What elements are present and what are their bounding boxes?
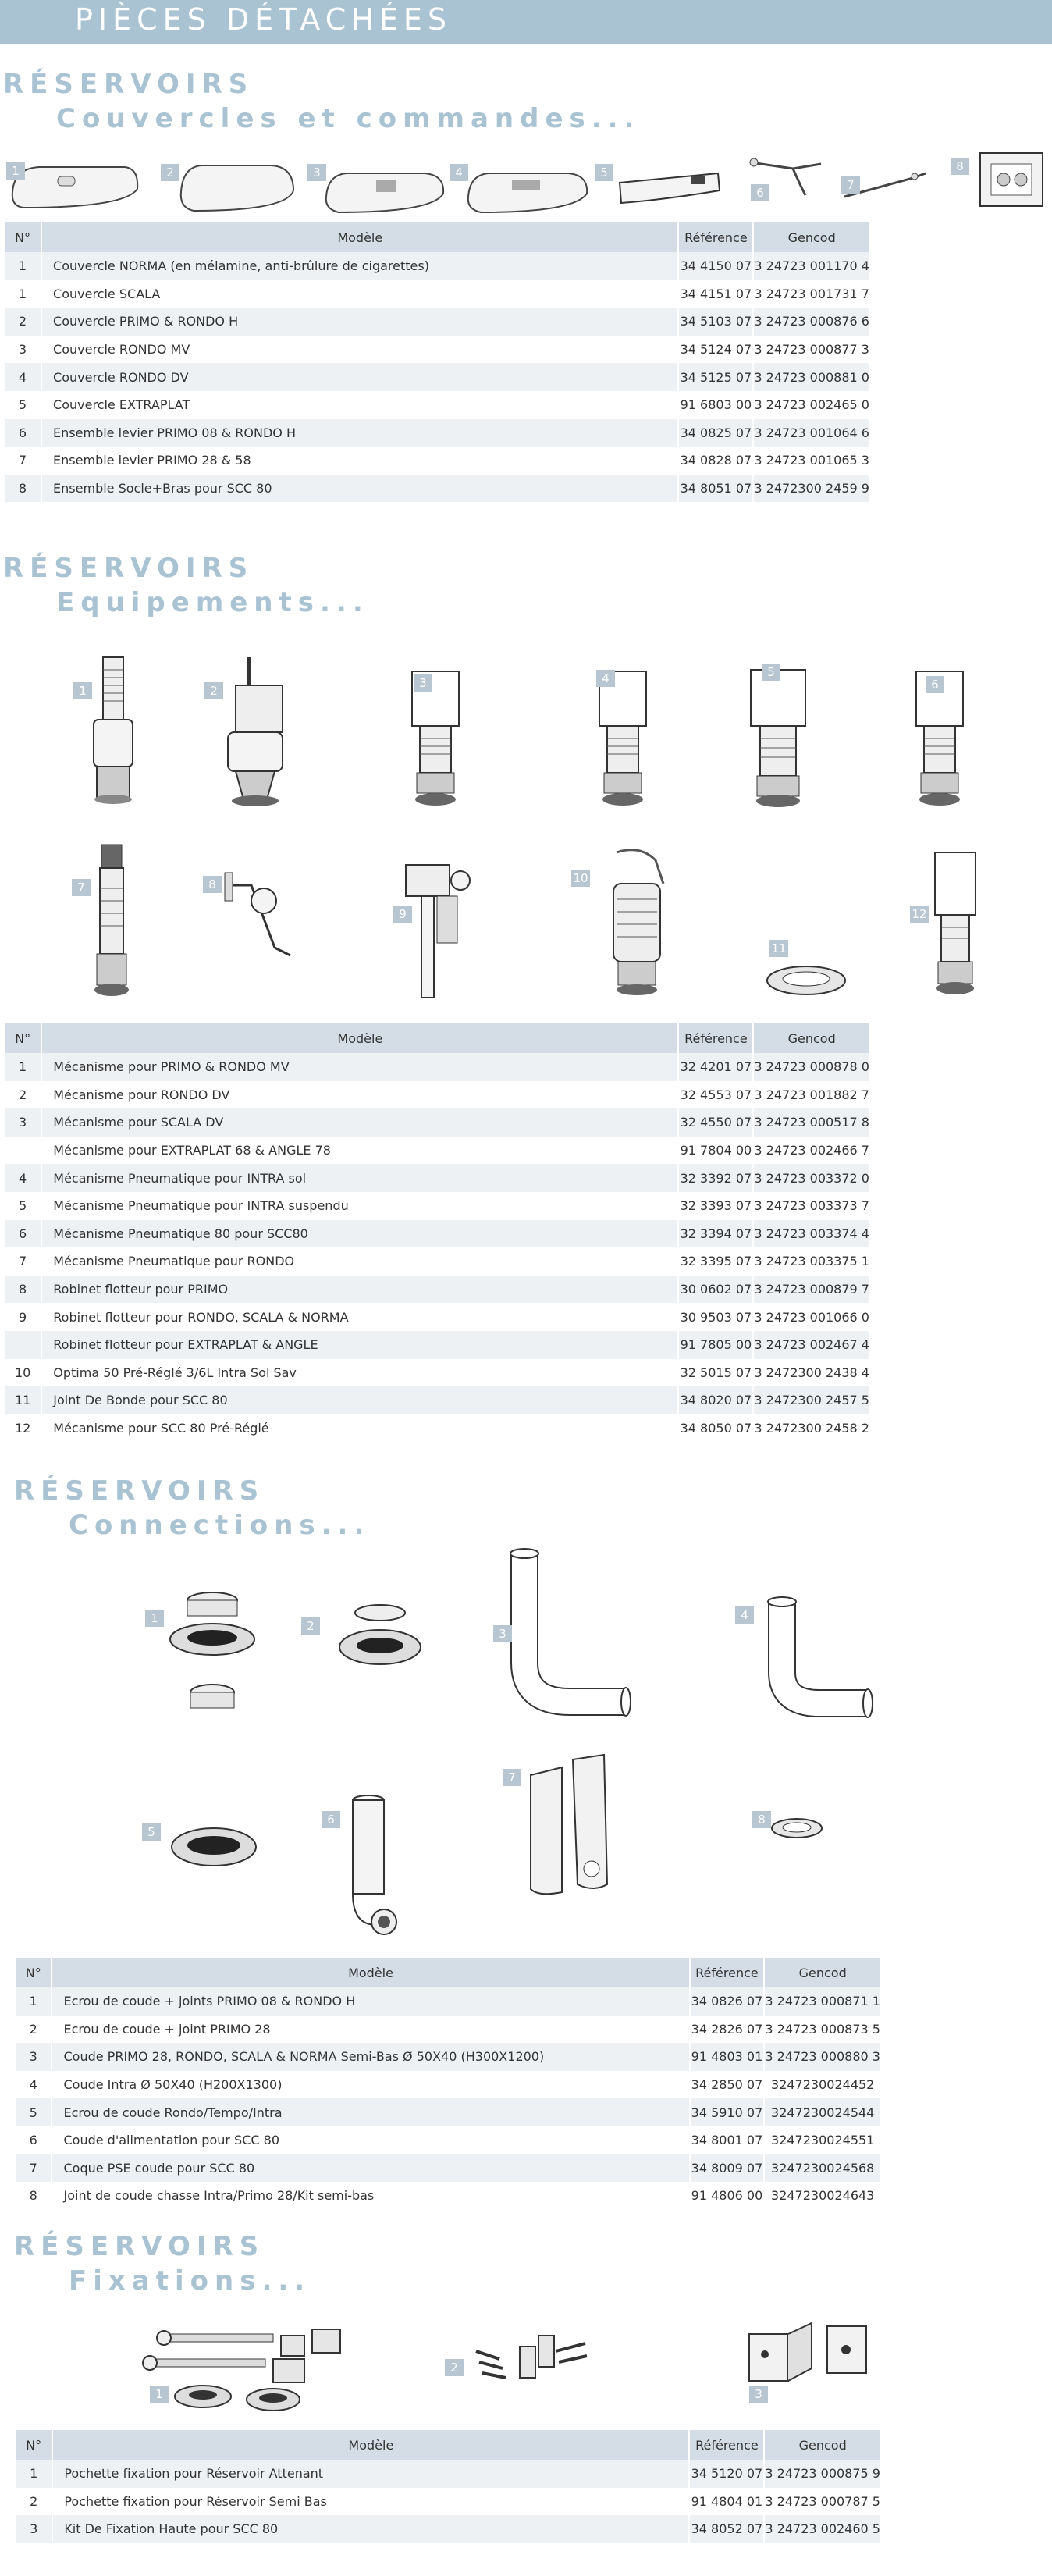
table-row bbox=[5, 475, 869, 503]
row-model: Mécanisme pour PRIMO & RONDO MV bbox=[41, 1053, 678, 1081]
row-model: Couvercle SCALA bbox=[41, 280, 678, 308]
row-gencod: 3 24723 003374 4 bbox=[753, 1220, 869, 1248]
row-reference: 32 3392 07 bbox=[678, 1164, 753, 1192]
row-number: 10 bbox=[5, 1359, 41, 1387]
badge: 5 bbox=[762, 664, 780, 681]
mechanism-scc80-image bbox=[924, 848, 986, 1004]
row-gencod: 3 24723 003372 0 bbox=[753, 1164, 869, 1192]
row-number: 1 bbox=[16, 2460, 52, 2488]
section-title: RÉSERVOIRS bbox=[3, 69, 254, 100]
column-header-model: Modèle bbox=[52, 2430, 689, 2460]
parts-table-equipements bbox=[5, 1023, 869, 1442]
row-number: 4 bbox=[5, 363, 41, 391]
badge: 5 bbox=[142, 1823, 161, 1841]
column-header-no: N° bbox=[5, 1023, 41, 1053]
row-model: Mécanisme pour EXTRAPLAT 68 & ANGLE 78 bbox=[41, 1137, 678, 1165]
illustrations-equipements bbox=[0, 648, 1052, 1015]
row-reference: 91 7804 00 bbox=[678, 1137, 753, 1165]
parts-table-connections bbox=[16, 1958, 880, 2210]
elbow-nut-joints-image bbox=[165, 1588, 259, 1720]
fixation-haute-scc80-image bbox=[741, 2311, 874, 2389]
table-body bbox=[16, 1987, 880, 2210]
row-reference: 32 3393 07 bbox=[678, 1192, 753, 1220]
row-model: Ecrou de coude Rondo/Tempo/Intra bbox=[52, 2098, 689, 2126]
table-row bbox=[16, 2182, 880, 2210]
row-model: Ensemble levier PRIMO 08 & RONDO H bbox=[41, 419, 678, 447]
supply-elbow-scc80-image bbox=[345, 1792, 400, 1941]
row-reference: 34 8052 07 bbox=[689, 2515, 764, 2543]
row-gencod: 3 24723 000877 3 bbox=[753, 336, 869, 364]
table-row bbox=[5, 1192, 869, 1220]
badge: 2 bbox=[301, 1617, 320, 1635]
pneumatic-intra-sol-image bbox=[584, 668, 662, 817]
table-row bbox=[16, 2460, 880, 2488]
table-row bbox=[5, 447, 869, 475]
row-reference: 34 8009 07 bbox=[690, 2154, 765, 2183]
column-header-reference: Référence bbox=[690, 1958, 765, 1987]
row-gencod: 3 24723 000880 3 bbox=[764, 2043, 880, 2071]
row-model: Couvercle RONDO MV bbox=[41, 336, 678, 364]
elbow-nut-primo28-image bbox=[337, 1600, 423, 1678]
section-title: RÉSERVOIRS bbox=[3, 553, 254, 584]
table-row bbox=[16, 2098, 880, 2126]
row-model: Coude Intra Ø 50X40 (H200X1300) bbox=[52, 2071, 689, 2099]
row-gencod: 3247230024643 bbox=[764, 2182, 880, 2210]
row-gencod: 3 2472300 2458 2 bbox=[753, 1414, 869, 1443]
table-row bbox=[5, 1220, 869, 1248]
row-number: 1 bbox=[5, 1053, 41, 1081]
column-header-reference: Référence bbox=[678, 222, 753, 252]
float-valve-rondo-image bbox=[390, 849, 476, 1005]
badge: 2 bbox=[204, 682, 223, 699]
badge: 4 bbox=[735, 1606, 754, 1624]
row-number: 4 bbox=[5, 1164, 41, 1192]
column-header-gencod: Gencod bbox=[753, 222, 869, 252]
badge: 8 bbox=[752, 1811, 771, 1828]
row-gencod: 3 24723 001066 0 bbox=[753, 1303, 869, 1331]
row-reference: 32 5015 07 bbox=[678, 1359, 753, 1387]
row-model: Mécanisme Pneumatique pour RONDO bbox=[41, 1247, 678, 1276]
column-header-gencod: Gencod bbox=[753, 1023, 869, 1053]
row-model: Robinet flotteur pour RONDO, SCALA & NORMA bbox=[41, 1303, 678, 1331]
row-number: 4 bbox=[16, 2071, 52, 2099]
row-model: Mécanisme Pneumatique 80 pour SCC80 bbox=[41, 1220, 678, 1248]
table-row bbox=[5, 419, 869, 447]
row-number: 3 bbox=[16, 2515, 52, 2543]
elbow-pipe-intra-image bbox=[765, 1594, 882, 1727]
row-number: 2 bbox=[16, 2016, 52, 2044]
fixation-attenant-image bbox=[140, 2318, 351, 2412]
badge: 4 bbox=[450, 164, 468, 181]
row-gencod: 3247230024452 bbox=[764, 2071, 880, 2099]
row-gencod: 3 24723 002465 0 bbox=[753, 391, 869, 419]
row-model: Mécanisme Pneumatique pour INTRA suspendu bbox=[41, 1192, 678, 1220]
elbow-joint-image bbox=[769, 1814, 824, 1842]
row-number bbox=[5, 1137, 41, 1165]
row-model: Mécanisme Pneumatique pour INTRA sol bbox=[41, 1164, 678, 1192]
section-subtitle: Equipements... bbox=[56, 587, 369, 618]
badge: 3 bbox=[307, 164, 326, 181]
row-number: 2 bbox=[5, 1081, 41, 1109]
row-number: 5 bbox=[16, 2098, 52, 2126]
badge: 6 bbox=[926, 676, 944, 693]
table-row bbox=[5, 1137, 869, 1165]
row-gencod: 3 24723 000876 6 bbox=[753, 308, 869, 336]
row-reference: 30 0602 07 bbox=[678, 1276, 753, 1304]
row-gencod: 3 24723 001882 7 bbox=[753, 1081, 869, 1109]
table-row bbox=[5, 1081, 869, 1109]
column-header-model: Modèle bbox=[41, 222, 678, 252]
row-number: 8 bbox=[16, 2182, 52, 2210]
badge: 7 bbox=[841, 176, 860, 194]
badge: 4 bbox=[596, 670, 615, 687]
row-reference: 32 4553 07 bbox=[678, 1081, 753, 1109]
section-subtitle: Connections... bbox=[69, 1510, 371, 1541]
row-gencod: 3 24723 001065 3 bbox=[753, 447, 869, 475]
column-header-no: N° bbox=[16, 1958, 52, 1987]
row-reference: 34 4151 07 bbox=[678, 280, 753, 308]
row-gencod: 3 2472300 2457 5 bbox=[753, 1386, 869, 1414]
row-reference: 30 9503 07 bbox=[678, 1303, 753, 1331]
row-model: Coque PSE coude pour SCC 80 bbox=[52, 2154, 689, 2183]
table-row bbox=[16, 1987, 880, 2016]
row-number: 6 bbox=[5, 1220, 41, 1248]
table-row bbox=[16, 2488, 880, 2516]
float-valve-primo-image bbox=[220, 870, 298, 963]
row-reference: 34 5124 07 bbox=[678, 336, 753, 364]
row-model: Coude d'alimentation pour SCC 80 bbox=[52, 2126, 689, 2154]
table-row bbox=[16, 2043, 880, 2071]
column-header-gencod: Gencod bbox=[764, 1958, 880, 1987]
table-row bbox=[5, 280, 869, 308]
section-subtitle: Fixations... bbox=[69, 2265, 311, 2297]
page-header bbox=[0, 0, 1052, 44]
table-row bbox=[5, 1386, 869, 1414]
elbow-pipe-primo28-image bbox=[507, 1546, 640, 1725]
illustrations-connections bbox=[0, 1546, 1052, 1952]
bonde-joint-image bbox=[763, 960, 849, 999]
table-row bbox=[5, 1108, 869, 1137]
row-reference: 34 0828 07 bbox=[678, 447, 753, 475]
mechanism-rondo-dv-image bbox=[212, 654, 298, 810]
row-number: 9 bbox=[5, 1303, 41, 1331]
table-row bbox=[5, 1303, 869, 1331]
row-model: Ecrou de coude + joints PRIMO 08 & RONDO H bbox=[52, 1987, 689, 2016]
row-reference: 34 2826 07 bbox=[690, 2016, 765, 2044]
row-model: Kit De Fixation Haute pour SCC 80 bbox=[52, 2515, 689, 2543]
badge: 9 bbox=[393, 906, 412, 923]
badge: 3 bbox=[749, 2386, 768, 2403]
table-row bbox=[5, 308, 869, 336]
row-number: 8 bbox=[5, 475, 41, 503]
row-gencod: 3 24723 001064 6 bbox=[753, 419, 869, 447]
column-header-no: N° bbox=[5, 222, 41, 252]
row-model: Robinet flotteur pour PRIMO bbox=[41, 1276, 678, 1304]
table-body bbox=[16, 2460, 880, 2543]
row-number: 5 bbox=[5, 391, 41, 419]
badge: 7 bbox=[72, 879, 91, 896]
illustrations-fixations bbox=[0, 2311, 1052, 2420]
row-gencod: 3 24723 000517 8 bbox=[753, 1108, 869, 1137]
table-header-row bbox=[5, 222, 869, 252]
badge: 1 bbox=[73, 682, 92, 699]
cover-primo-image bbox=[178, 159, 297, 214]
table-row bbox=[5, 1359, 869, 1387]
row-gencod: 3 24723 001170 4 bbox=[753, 252, 869, 280]
row-model: Pochette fixation pour Réservoir Semi Bas bbox=[52, 2488, 689, 2516]
table-row bbox=[5, 1331, 869, 1359]
row-reference: 34 0825 07 bbox=[678, 419, 753, 447]
row-gencod: 3 24723 000878 0 bbox=[753, 1053, 869, 1081]
table-header-row bbox=[16, 2430, 880, 2460]
row-gencod: 3 2472300 2438 4 bbox=[753, 1359, 869, 1387]
badge: 2 bbox=[161, 164, 179, 181]
row-reference: 34 8050 07 bbox=[678, 1414, 753, 1443]
badge: 1 bbox=[150, 2386, 169, 2403]
row-reference: 34 8001 07 bbox=[690, 2126, 765, 2154]
row-model: Robinet flotteur pour EXTRAPLAT & ANGLE bbox=[41, 1331, 678, 1359]
column-header-no: N° bbox=[16, 2430, 52, 2460]
badge: 6 bbox=[751, 184, 769, 201]
column-header-gencod: Gencod bbox=[764, 2430, 880, 2460]
table-header-row bbox=[16, 1958, 880, 1987]
optima50-image bbox=[593, 845, 679, 1001]
row-reference: 34 5125 07 bbox=[678, 363, 753, 391]
row-gencod: 3 24723 002467 4 bbox=[753, 1331, 869, 1359]
table-row bbox=[5, 336, 869, 364]
row-gencod: 3247230024551 bbox=[764, 2126, 880, 2154]
badge: 1 bbox=[145, 1610, 164, 1627]
row-model: Couvercle NORMA (en mélamine, anti-brûlure de cigarettes) bbox=[41, 252, 678, 280]
row-number: 12 bbox=[5, 1414, 41, 1443]
row-number: 7 bbox=[5, 447, 41, 475]
row-gencod: 3 24723 003375 1 bbox=[753, 1247, 869, 1276]
row-number: 1 bbox=[5, 280, 41, 308]
row-reference: 34 4150 07 bbox=[678, 252, 753, 280]
row-number: 2 bbox=[5, 308, 41, 336]
badge: 2 bbox=[445, 2359, 464, 2376]
badge: 5 bbox=[595, 164, 613, 181]
row-gencod: 3247230024544 bbox=[764, 2098, 880, 2126]
row-number bbox=[5, 1331, 41, 1359]
column-header-reference: Référence bbox=[678, 1023, 753, 1053]
row-number: 3 bbox=[16, 2043, 52, 2071]
column-header-model: Modèle bbox=[52, 1958, 689, 1987]
table-row bbox=[5, 1164, 869, 1192]
row-gencod: 3 24723 001731 7 bbox=[753, 280, 869, 308]
row-number: 3 bbox=[5, 336, 41, 364]
row-reference: 32 3395 07 bbox=[678, 1247, 753, 1276]
badge: 11 bbox=[769, 940, 788, 957]
row-number: 5 bbox=[5, 1192, 41, 1220]
row-model: Couvercle PRIMO & RONDO H bbox=[41, 308, 678, 336]
table-row bbox=[16, 2016, 880, 2044]
table-row bbox=[5, 363, 869, 391]
row-number: 1 bbox=[5, 252, 41, 280]
row-reference: 34 2850 07 bbox=[690, 2071, 765, 2099]
table-row bbox=[16, 2515, 880, 2543]
row-model: Ensemble Socle+Bras pour SCC 80 bbox=[41, 475, 678, 503]
page-title: PIÈCES DÉTACHÉES bbox=[75, 2, 452, 37]
mechanism-primo-image bbox=[86, 654, 140, 810]
fixation-semi-bas-image bbox=[468, 2328, 593, 2398]
row-model: Pochette fixation pour Réservoir Attenant bbox=[52, 2460, 689, 2488]
row-gencod: 3 24723 000871 1 bbox=[764, 1987, 880, 2016]
row-number: 7 bbox=[16, 2154, 52, 2183]
column-header-model: Modèle bbox=[41, 1023, 678, 1053]
row-reference: 34 8051 07 bbox=[678, 475, 753, 503]
row-model: Joint De Bonde pour SCC 80 bbox=[41, 1386, 678, 1414]
row-reference: 32 4550 07 bbox=[678, 1108, 753, 1137]
row-model: Ecrou de coude + joint PRIMO 28 bbox=[52, 2016, 689, 2044]
table-row bbox=[16, 2126, 880, 2154]
row-reference: 91 4806 00 bbox=[690, 2182, 765, 2210]
table-row bbox=[16, 2071, 880, 2099]
badge: 6 bbox=[322, 1811, 340, 1828]
row-number: 11 bbox=[5, 1386, 41, 1414]
row-number: 1 bbox=[16, 1987, 52, 2016]
base-arm-scc80-image bbox=[976, 148, 1047, 211]
row-reference: 34 5120 07 bbox=[689, 2460, 764, 2488]
table-body bbox=[5, 252, 869, 502]
row-model: Mécanisme pour SCC 80 Pré-Réglé bbox=[41, 1414, 678, 1443]
row-gencod: 3 24723 000881 0 bbox=[753, 363, 869, 391]
parts-table-fixations bbox=[16, 2430, 880, 2543]
pse-shell-scc80-image bbox=[523, 1752, 617, 1900]
badge: 7 bbox=[503, 1769, 521, 1786]
pneumatic-intra-suspendu-image bbox=[735, 665, 821, 817]
row-model: Couvercle EXTRAPLAT bbox=[41, 391, 678, 419]
section-subtitle: Couvercles et commandes... bbox=[56, 103, 641, 134]
section-title: RÉSERVOIRS bbox=[14, 2231, 265, 2262]
row-gencod: 3 2472300 2459 9 bbox=[753, 475, 869, 503]
row-reference: 91 6803 00 bbox=[678, 391, 753, 419]
table-row bbox=[5, 391, 869, 419]
row-model: Mécanisme pour RONDO DV bbox=[41, 1081, 678, 1109]
table-row bbox=[5, 1276, 869, 1304]
table-row bbox=[5, 1414, 869, 1443]
illustrations-couvercles bbox=[0, 148, 1052, 211]
row-reference: 91 4804 01 bbox=[689, 2488, 764, 2516]
row-reference: 91 7805 00 bbox=[678, 1331, 753, 1359]
row-model: Mécanisme pour SCALA DV bbox=[41, 1108, 678, 1137]
row-gencod: 3 24723 000875 9 bbox=[764, 2460, 880, 2488]
elbow-nut-rondo-image bbox=[167, 1816, 261, 1878]
pneumatic-rondo-image bbox=[81, 841, 144, 1005]
row-number: 2 bbox=[16, 2488, 52, 2516]
row-gencod: 3 24723 002460 5 bbox=[764, 2515, 880, 2543]
table-header-row bbox=[5, 1023, 869, 1053]
row-gencod: 3247230024568 bbox=[764, 2154, 880, 2183]
row-reference: 32 3394 07 bbox=[678, 1220, 753, 1248]
mechanism-scala-dv-image bbox=[396, 668, 474, 817]
badge: 8 bbox=[951, 158, 969, 175]
cover-extraplat-image bbox=[617, 169, 723, 206]
badge: 8 bbox=[203, 876, 222, 893]
row-number: 6 bbox=[5, 419, 41, 447]
row-gencod: 3 24723 000787 5 bbox=[764, 2488, 880, 2516]
row-reference: 34 5103 07 bbox=[678, 308, 753, 336]
column-header-reference: Référence bbox=[689, 2430, 764, 2460]
row-model: Ensemble levier PRIMO 28 & 58 bbox=[41, 447, 678, 475]
badge: 3 bbox=[414, 674, 432, 692]
cover-rondo-dv-image bbox=[465, 169, 592, 215]
table-row bbox=[5, 1247, 869, 1276]
row-model: Joint de coude chasse Intra/Primo 28/Kit semi-bas bbox=[52, 2182, 689, 2210]
row-model: Coude PRIMO 28, RONDO, SCALA & NORMA Semi-Bas Ø 50X40 (H300X1200) bbox=[52, 2043, 689, 2071]
badge: 3 bbox=[493, 1625, 512, 1642]
row-gencod: 3 24723 002466 7 bbox=[753, 1137, 869, 1165]
row-reference: 34 5910 07 bbox=[690, 2098, 765, 2126]
table-body bbox=[5, 1053, 869, 1442]
section-title: RÉSERVOIRS bbox=[14, 1475, 265, 1507]
row-reference: 34 8020 07 bbox=[678, 1386, 753, 1414]
badge: 1 bbox=[6, 162, 25, 180]
row-reference: 34 0826 07 bbox=[690, 1987, 765, 2016]
badge: 12 bbox=[910, 906, 929, 923]
row-model: Optima 50 Pré-Réglé 3/6L Intra Sol Sav bbox=[41, 1359, 678, 1387]
row-gencod: 3 24723 003373 7 bbox=[753, 1192, 869, 1220]
row-number: 6 bbox=[16, 2126, 52, 2154]
row-number: 7 bbox=[5, 1247, 41, 1276]
table-row bbox=[5, 252, 869, 280]
row-number: 3 bbox=[5, 1108, 41, 1137]
row-gencod: 3 24723 000873 5 bbox=[764, 2016, 880, 2044]
table-row bbox=[5, 1053, 869, 1081]
cover-norma-image bbox=[8, 161, 142, 212]
row-gencod: 3 24723 000879 7 bbox=[753, 1276, 869, 1304]
parts-table-couvercles bbox=[5, 222, 869, 502]
row-number: 8 bbox=[5, 1276, 41, 1304]
table-row bbox=[16, 2154, 880, 2183]
badge: 10 bbox=[571, 870, 590, 887]
row-reference: 32 4201 07 bbox=[678, 1053, 753, 1081]
row-reference: 91 4803 01 bbox=[690, 2043, 765, 2071]
cover-rondo-mv-image bbox=[323, 169, 448, 215]
row-model: Couvercle RONDO DV bbox=[41, 363, 678, 391]
